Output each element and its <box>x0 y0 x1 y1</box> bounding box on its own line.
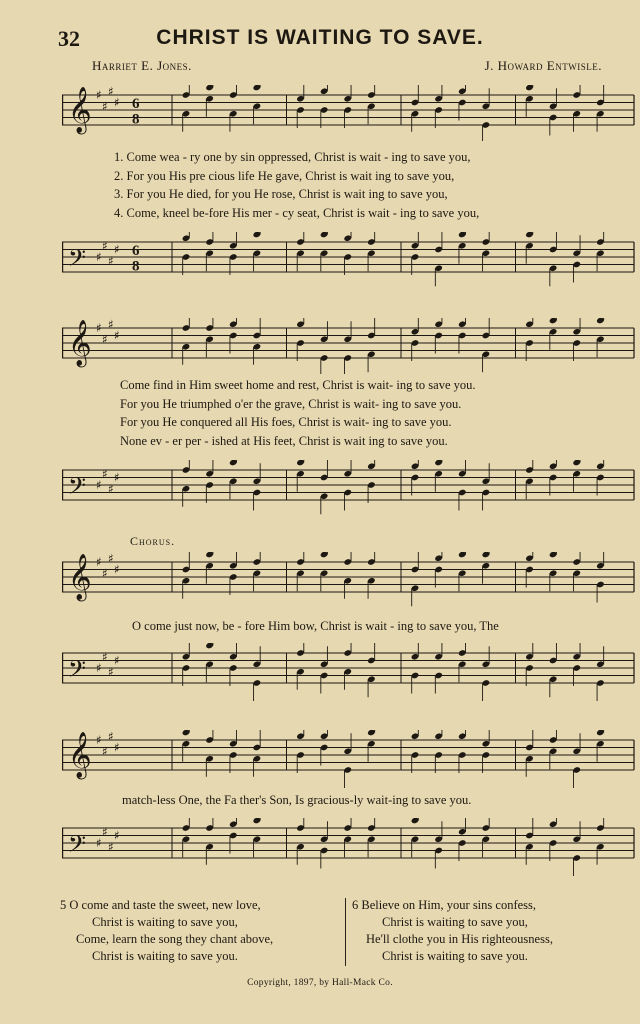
sharp-icon: ♯ <box>96 250 102 264</box>
time-signature: 8 <box>132 111 140 128</box>
sharp-icon: ♯ <box>96 321 102 335</box>
sharp-icon: ♯ <box>102 649 108 664</box>
stanza-line <box>60 897 273 914</box>
sharp-icon: ♯ <box>96 836 102 850</box>
verse-lyrics-part2 <box>120 376 476 450</box>
lyric-line: 4. Come, kneel be-fore His mer - cy seat, Christ is wait - ing to save you, <box>114 205 480 220</box>
stanza-line: Christ is waiting to save you. <box>92 949 238 963</box>
sharp-icon: ♯ <box>102 744 108 759</box>
lyric-line: 3. For you He died, for you He rose, Christ is wait ing to save you, <box>114 187 448 201</box>
sharp-icon: ♯ <box>114 242 120 257</box>
sharp-icon: ♯ <box>114 828 120 843</box>
stanza-5 <box>60 897 273 965</box>
music-staff-treble <box>62 85 636 141</box>
music-staff-bass <box>62 232 636 294</box>
stanza-number: 5 <box>60 898 67 912</box>
chorus-label: Chorus. <box>130 534 176 548</box>
sharp-icon: ♯ <box>114 95 120 110</box>
time-signature: 6 <box>132 242 140 259</box>
stanza-line: Christ is waiting to save you, <box>92 915 238 929</box>
sharp-icon: ♯ <box>114 653 120 668</box>
chorus-lyric-line-1 <box>132 617 499 636</box>
sharp-icon: ♯ <box>96 661 102 675</box>
treble-clef-icon: 𝄞 <box>68 320 92 366</box>
music-staff-treble <box>62 318 636 374</box>
sharp-icon: ♯ <box>102 99 108 114</box>
sharp-icon: ♯ <box>102 332 108 347</box>
sharp-icon: ♯ <box>108 730 114 744</box>
bass-clef-icon: 𝄢 <box>68 830 87 863</box>
sharp-icon: ♯ <box>108 253 114 268</box>
sharp-icon: ♯ <box>108 839 114 854</box>
music-staff-bass <box>62 460 636 524</box>
lyric-line: match-less One, the Fa ther's Son, Is gracious-ly wait-ing to save you. <box>122 793 472 807</box>
sharp-icon: ♯ <box>102 566 108 581</box>
sharp-icon: ♯ <box>102 238 108 253</box>
music-staff-treble <box>62 552 636 614</box>
stanza-divider <box>345 898 346 966</box>
lyric-line: For you He conquered all His foes, Christ is wait- ing to save you. <box>120 415 452 429</box>
stanza-text: Believe on Him, your sins confess, <box>361 898 537 912</box>
sharp-icon: ♯ <box>108 664 114 679</box>
treble-clef-icon: 𝄞 <box>68 554 92 600</box>
lyric-line: 1. Come wea - ry one by sin oppressed, Christ is wait - ing to save you, <box>114 150 471 164</box>
stanza-line: Come, learn the song they chant above, <box>76 932 274 946</box>
chorus-lyric-line-2 <box>122 791 471 810</box>
composer-credit: J. Howard Entwisle. <box>484 58 602 73</box>
lyricist-credit: Harriet E. Jones. <box>92 58 192 73</box>
bass-clef-icon: 𝄢 <box>68 472 87 505</box>
treble-clef-icon: 𝄞 <box>68 732 92 778</box>
stanza-6 <box>352 897 553 965</box>
stanza-line: Christ is waiting to save you. <box>382 949 528 963</box>
sharp-icon: ♯ <box>114 562 120 577</box>
bass-clef-icon: 𝄢 <box>68 244 87 277</box>
sharp-icon: ♯ <box>96 555 102 569</box>
stanza-text: O come and taste the sweet, new love, <box>69 898 261 912</box>
sharp-icon: ♯ <box>114 740 120 755</box>
time-signature: 6 <box>132 95 140 112</box>
time-signature: 8 <box>132 258 140 275</box>
sharp-icon: ♯ <box>108 85 114 99</box>
lyric-line: For you He triumphed o'er the grave, Christ is wait- ing to save you. <box>120 396 462 411</box>
page-number: 32 <box>58 26 80 51</box>
stanza-line <box>352 897 553 914</box>
lyric-line: 2. For you His pre cious life He gave, Christ is wait ing to save you, <box>114 168 455 183</box>
music-staff-bass <box>62 643 636 707</box>
bass-clef-icon: 𝄢 <box>68 655 87 688</box>
sharp-icon: ♯ <box>102 466 108 481</box>
sharp-icon: ♯ <box>108 318 114 332</box>
verse-lyrics-part1 <box>114 148 479 222</box>
sharp-icon: ♯ <box>108 481 114 496</box>
treble-clef-icon: 𝄞 <box>68 87 92 133</box>
lyric-line: Come find in Him sweet home and rest, Christ is wait- ing to save you. <box>120 378 476 392</box>
stanza-number: 6 <box>352 898 359 912</box>
music-staff-bass <box>62 818 636 886</box>
stanza-line: He'll clothe you in His righteousness, <box>366 932 553 946</box>
sharp-icon: ♯ <box>96 733 102 747</box>
music-staff-treble <box>62 730 636 790</box>
sharp-icon: ♯ <box>114 328 120 343</box>
lyric-line: None ev - er per - ished at His feet, Christ is wait ing to save you. <box>120 433 448 448</box>
copyright-notice: Copyright, 1897, by Hall-Mack Co. <box>247 978 393 988</box>
sharp-icon: ♯ <box>96 478 102 492</box>
sharp-icon: ♯ <box>102 824 108 839</box>
lyric-line: O come just now, be - fore Him bow, Christ is wait - ing to save you, The <box>132 619 499 633</box>
sharp-icon: ♯ <box>96 88 102 102</box>
sharp-icon: ♯ <box>108 552 114 566</box>
stanza-line: Christ is waiting to save you, <box>382 915 528 929</box>
hymn-title: CHRIST IS WAITING TO SAVE. <box>156 26 484 49</box>
sharp-icon: ♯ <box>114 470 120 485</box>
